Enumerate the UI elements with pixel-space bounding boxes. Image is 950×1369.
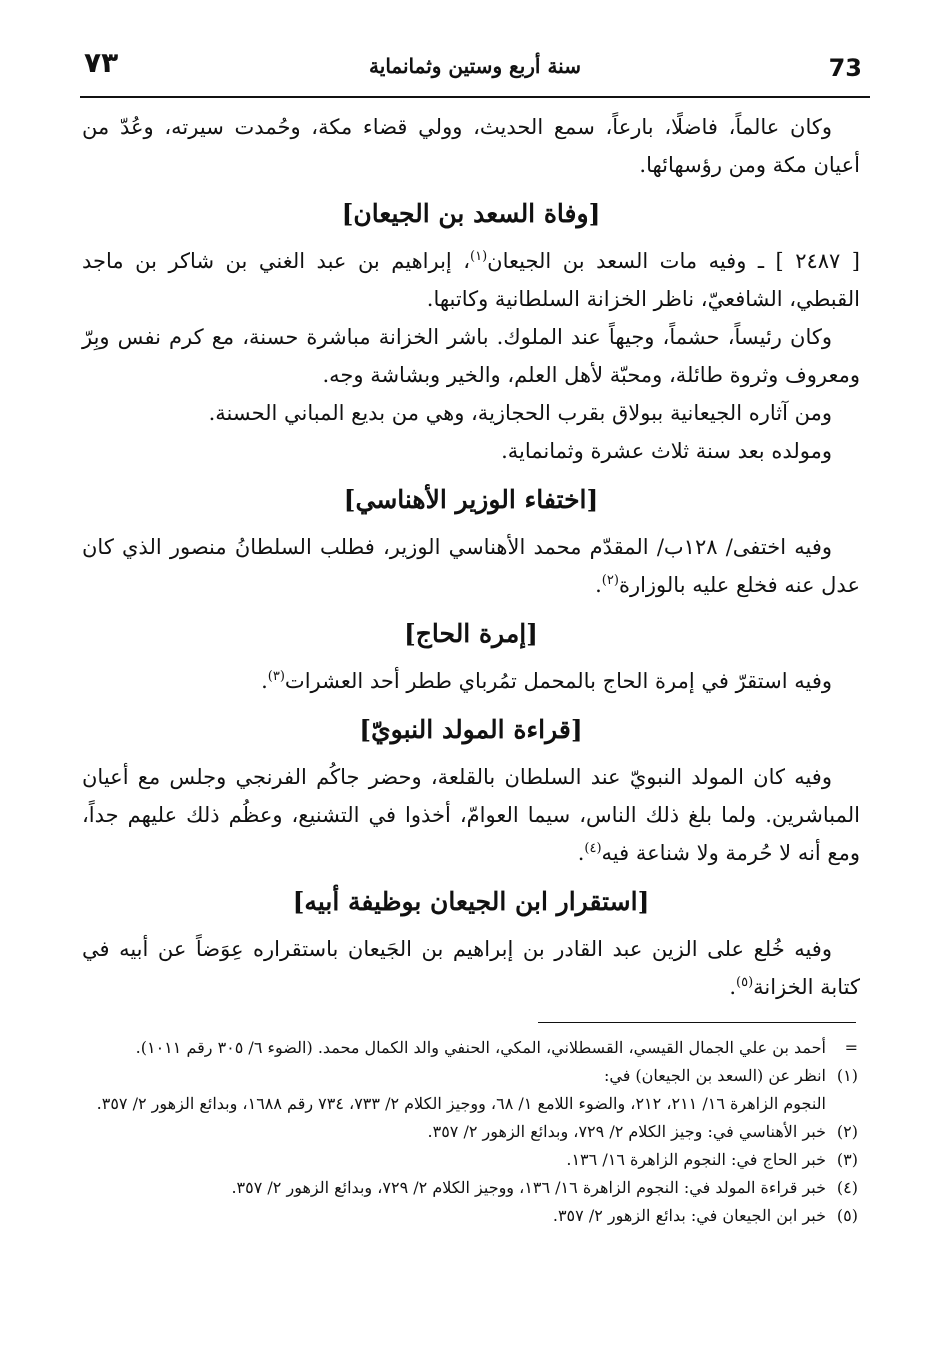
footnote-ref: (١) bbox=[470, 249, 488, 264]
paragraph bbox=[82, 242, 860, 318]
footnote-text: خبر الحاج في: النجوم الزاهرة ١٦/ ١٣٦. bbox=[566, 1150, 826, 1169]
paragraph-text: . bbox=[577, 841, 585, 865]
footnote-mark: = bbox=[844, 1038, 858, 1057]
paragraph: وكان رئيساً، حشماً، وجيهاً عند الملوك. باشر الخزانة مباشرة حسنة، مع كرم نفس وبِرّ ومعروف وثروة طائلة، ومحبّة لأهل العلم، والخير وبشاشة وجه. bbox=[82, 325, 860, 387]
running-title: سنة أربع وستين وثمانماية bbox=[369, 54, 581, 78]
paragraph-text: . bbox=[595, 573, 602, 597]
footnote-text: خبر ابن الجيعان في: بدائع الزهور ٢/ ٣٥٧. bbox=[552, 1206, 826, 1225]
footnote-mark: (٤) bbox=[836, 1178, 858, 1197]
paragraph-text: [ ٢٤٨٧ ] ـ وفيه مات السعد بن الجيعان bbox=[487, 249, 860, 273]
header-rule bbox=[80, 96, 870, 98]
section-heading: [استقرار ابن الجيعان بوظيفة أبيه] bbox=[292, 887, 650, 916]
section-heading: [إمرة الحاج] bbox=[403, 619, 539, 648]
paragraph-text: . bbox=[729, 975, 737, 999]
paragraph bbox=[82, 930, 860, 1006]
footnote-mark: (١) bbox=[836, 1066, 858, 1085]
main-text bbox=[82, 108, 860, 1006]
paragraph-text: وفيه خُلع على الزين عبد القادر بن إبراهيم بن الجَيعان باستقراره عِوَضاً عن أبيه في كتابة الخزانة bbox=[82, 937, 860, 999]
paragraph-text: وفيه استقرّ في إمرة الحاج بالمحمل تمُرباي ططر أحد العشرات bbox=[284, 669, 832, 693]
paragraph-text: وفيه كان المولد النبويّ عند السلطان بالقلعة، وحضر جاكُم الفرنجي وجلس مع أعيان المباشرين. ولما بلغ ذلك الناس، سيما العوامّ، أخذوا في التشنيع، وعظُم ذلك عليهم جداً، ومع أنه لا حُرمة ولا شناعة فيه bbox=[82, 765, 860, 865]
paragraph bbox=[82, 528, 860, 604]
section-heading: [وفاة السعد بن الجيعان] bbox=[341, 199, 601, 228]
footnote-text: خبر الأهناسي في: وجيز الكلام ٢/ ٧٢٩، وبدائع الزهور ٢/ ٣٥٧. bbox=[427, 1122, 826, 1141]
footnote bbox=[82, 1202, 858, 1230]
footnote-mark bbox=[826, 1090, 858, 1118]
footnote-text: النجوم الزاهرة ١٦/ ٢١١، ٢١٢، والضوء اللامع ١/ ٦٨، ووجيز الكلام ٢/ ٧٣٣، ٧٣٤ رقم ١٦٨٨، وبدائع الزهور ٢/ ٣٥٧. bbox=[96, 1094, 826, 1113]
footnote-rule bbox=[538, 1022, 856, 1023]
paragraph: ومن آثاره الجيعانية ببولاق بقرب الحجازية، وهي من بديع المباني الحسنة. bbox=[208, 401, 832, 425]
footnote-mark: (٥) bbox=[836, 1206, 858, 1225]
paragraph bbox=[82, 662, 860, 700]
page-number-latin: 73 bbox=[828, 54, 862, 82]
paragraph-text: ، إبراهيم بن عبد الغني بن شاكر بن ماجد القبطي، الشافعيّ، ناظر الخزانة السلطانية وكاتبها. bbox=[82, 249, 860, 311]
footnote bbox=[82, 1174, 858, 1202]
footnote-mark: (٣) bbox=[836, 1150, 858, 1169]
paragraph-text: . bbox=[261, 669, 268, 693]
footnotes bbox=[82, 1034, 858, 1230]
paragraph: ومولده بعد سنة ثلاث عشرة وثمانماية. bbox=[501, 439, 832, 463]
footnote-ref: (٤) bbox=[584, 841, 602, 856]
footnote bbox=[82, 1034, 858, 1062]
paragraph-text: وفيه اختفى/ ١٢٨ب/ المقدّم محمد الأهناسي الوزير، فطلب السلطانُ منصور الذي كان عدل عنه فخلع عليه بالوزارة bbox=[82, 535, 860, 597]
footnote-text: خبر قراءة المولد في: النجوم الزاهرة ١٦/ ١٣٦، ووجيز الكلام ٢/ ٧٢٩، وبدائع الزهور ٢/ ٣٥٧. bbox=[231, 1178, 826, 1197]
section-heading: [اختفاء الوزير الأهناسي] bbox=[343, 485, 599, 514]
page-number-arabic: ٧٣ bbox=[84, 46, 119, 79]
footnote-ref: (٣) bbox=[267, 669, 285, 684]
section-heading: [قراءة المولد النبويّ] bbox=[359, 715, 583, 744]
footnote-ref: (٢) bbox=[601, 573, 619, 588]
footnote bbox=[82, 1062, 858, 1090]
footnote-mark: (٢) bbox=[836, 1122, 858, 1141]
paragraph: وكان عالماً، فاضلًا، بارعاً، سمع الحديث، وولي قضاء مكة، وحُمدت سيرته، وعُدّ من أعيان مكة ومن رؤسهائها. bbox=[82, 115, 860, 177]
paragraph bbox=[82, 758, 860, 872]
footnote-text: أحمد بن علي الجمال القيسي، القسطلاني، المكي، الحنفي والد الكمال محمد. (الضوء ٦/ ٣٠٥ رقم ١٠١١). bbox=[135, 1038, 826, 1057]
footnote bbox=[82, 1090, 858, 1118]
footnote-text: انظر عن (السعد بن الجيعان) في: bbox=[603, 1066, 826, 1085]
footnote-ref: (٥) bbox=[736, 975, 754, 990]
footnote bbox=[82, 1118, 858, 1146]
page-header bbox=[80, 40, 870, 96]
footnote bbox=[82, 1146, 858, 1174]
